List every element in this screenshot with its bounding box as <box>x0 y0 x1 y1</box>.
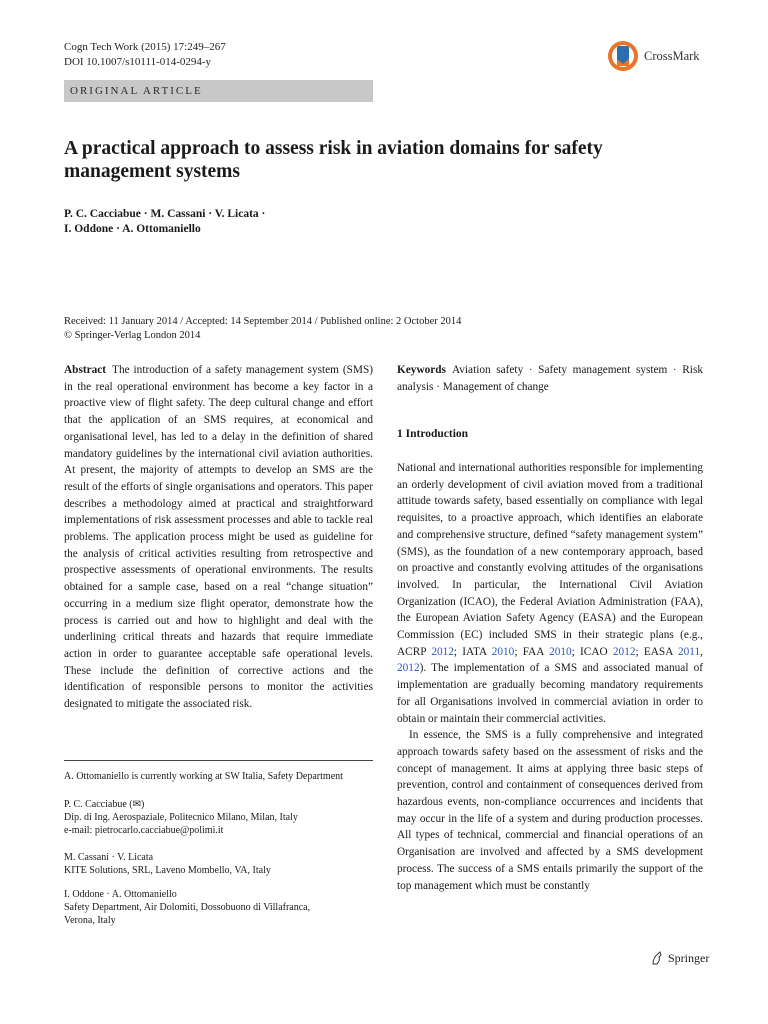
publication-dates <box>64 315 704 343</box>
intro-text: ). The implementation of a SMS and associated manual of implementation are gradually becoming mandatory requirements for all Organisations involved in commercial aviation in order to obtain or maintain their commercial activities. <box>397 662 703 725</box>
affiliation-3-authors: I. Oddone · A. Ottomaniello <box>64 889 177 900</box>
affiliation-2 <box>64 851 373 877</box>
footnote-divider <box>64 760 373 761</box>
intro-text: ; ICAO <box>571 645 613 658</box>
introduction-paragraph-2: In essence, the SMS is a fully comprehensive and integrated approach towards safety based on the assessment of risks and the concept of management. It aims at applying three basic steps of prevention, control and containment of consequences derived from hazardous events, non-compliance occurrences and incidents that may occur in the life of a system and during production processes. All types of technical, commercial and financial operations of an Organisation are involved and affected by a SMS development process. The success of a SMS entails primarily the support of the top management which must be constantly <box>397 729 703 892</box>
section-heading-introduction: 1 Introduction <box>397 428 469 440</box>
intro-text: National and international authorities responsible for implementing an orderly development of civil aviation moved from a traditional attitude towards safety, based essentially on compliance with legal requisites, to a proactive approach, which identifies an elaborate and comprehensive structure, defined “safety management system” (SMS), as the foundation of a new contemporary approach, based on proactive and constantly evolving attitudes of the organisations involved. In particular, the International Civil Aviation Organization (ICAO), the Federal Aviation Administration (FAA), the European Aviation Safety Agency (EASA) and the European Commission (EC) included SMS in their strategic plans (e.g., ACRP <box>397 462 703 658</box>
copyright-line: © Springer-Verlag London 2014 <box>64 330 201 341</box>
affiliation-3 <box>64 888 373 927</box>
citation-link[interactable]: 2011 <box>677 645 701 658</box>
citation-link[interactable]: 2010 <box>491 645 515 658</box>
affiliation-3-location: Verona, Italy <box>64 915 116 926</box>
keywords-text: Aviation safety · Safety management system · Risk analysis · Management of change <box>397 364 703 393</box>
intro-text: ; IATA <box>453 645 492 658</box>
dates-line: Received: 11 January 2014 / Accepted: 14 September 2014 / Published online: 2 October 2014 <box>64 316 462 327</box>
crossmark-icon <box>606 37 640 75</box>
article-title: A practical approach to assess risk in aviation domains for safety management systems <box>64 138 603 182</box>
authors-line-2: I. Oddone · A. Ottomaniello <box>64 223 201 235</box>
keywords <box>397 362 703 395</box>
article-type-bar: ORIGINAL ARTICLE <box>64 80 373 102</box>
abstract-text: The introduction of a safety management system (SMS) in the real operational environment has become a key factor in a proactive view of flight safety. The deep cultural change and effort that the application of an SMS requires, at economical and organisational level, has led to a delay in the definition of shared mandatory guidelines by the international civil aviation authorities. At present, the majority of attempts to develop an SMS are the result of the efforts of single organisations and operators. This paper describes a methodology aimed at practical and straightforward implementations of risk assessment processes and able to tackle real problems. The application process might be used as guideline for the analysis of critical activities resulting from retrospective and prospective assessments of operational environments. The results obtained for a sample case, based on a real “change situation” occurring in a medium size flight operator, demonstrate how the process is carried out and how to highlight and deal with the underlining critical threats and hazards that require immediate action in order to guarantee acceptable safe operational levels. These include the definition of corrective actions and the identification of responsible persons to monitor the activities designated to mitigate the associated risk. <box>64 364 373 711</box>
authors <box>64 207 464 237</box>
citation-link[interactable]: 2012 <box>431 645 454 658</box>
doi[interactable]: DOI 10.1007/s10111-014-0294-y <box>64 56 212 68</box>
authors-line-1: P. C. Cacciabue · M. Cassani · V. Licata · <box>64 208 266 220</box>
introduction-paragraph-1 <box>397 460 703 727</box>
affiliation-2-authors: M. Cassani · V. Licata <box>64 852 154 863</box>
springer-horse-icon <box>650 950 664 966</box>
affiliation-2-institution: KITE Solutions, SRL, Laveno Mombello, VA, Italy <box>64 865 271 876</box>
citation-link[interactable]: 2010 <box>549 645 572 658</box>
intro-text: ; EASA <box>635 645 678 658</box>
citation-link[interactable]: 2012 <box>612 645 636 658</box>
crossmark-badge[interactable] <box>606 37 716 75</box>
keywords-label: Keywords <box>397 364 446 376</box>
footnote-note: A. Ottomaniello is currently working at SW Italia, Safety Department <box>64 771 343 782</box>
intro-text: , <box>700 645 703 658</box>
affiliation-1-email[interactable]: e-mail: pietrocarlo.cacciabue@polimi.it <box>64 825 224 836</box>
abstract <box>64 362 373 713</box>
abstract-label: Abstract <box>64 364 107 376</box>
affiliation-1 <box>64 798 373 837</box>
introduction-body <box>397 460 703 894</box>
affiliation-1-institution: Dip. di Ing. Aerospaziale, Politecnico Milano, Milan, Italy <box>64 812 298 823</box>
citation-link[interactable]: 2012 <box>397 662 420 675</box>
publisher-logo <box>650 950 709 966</box>
journal-citation: Cogn Tech Work (2015) 17:249–267 <box>64 41 226 53</box>
intro-text: ; FAA <box>514 645 550 658</box>
crossmark-label: CrossMark <box>644 48 700 63</box>
publisher-name: Springer <box>668 950 710 965</box>
affiliation-3-institution: Safety Department, Air Dolomiti, Dossobuono di Villafranca, <box>64 902 311 913</box>
affiliation-1-authors: P. C. Cacciabue (✉) <box>64 799 145 810</box>
